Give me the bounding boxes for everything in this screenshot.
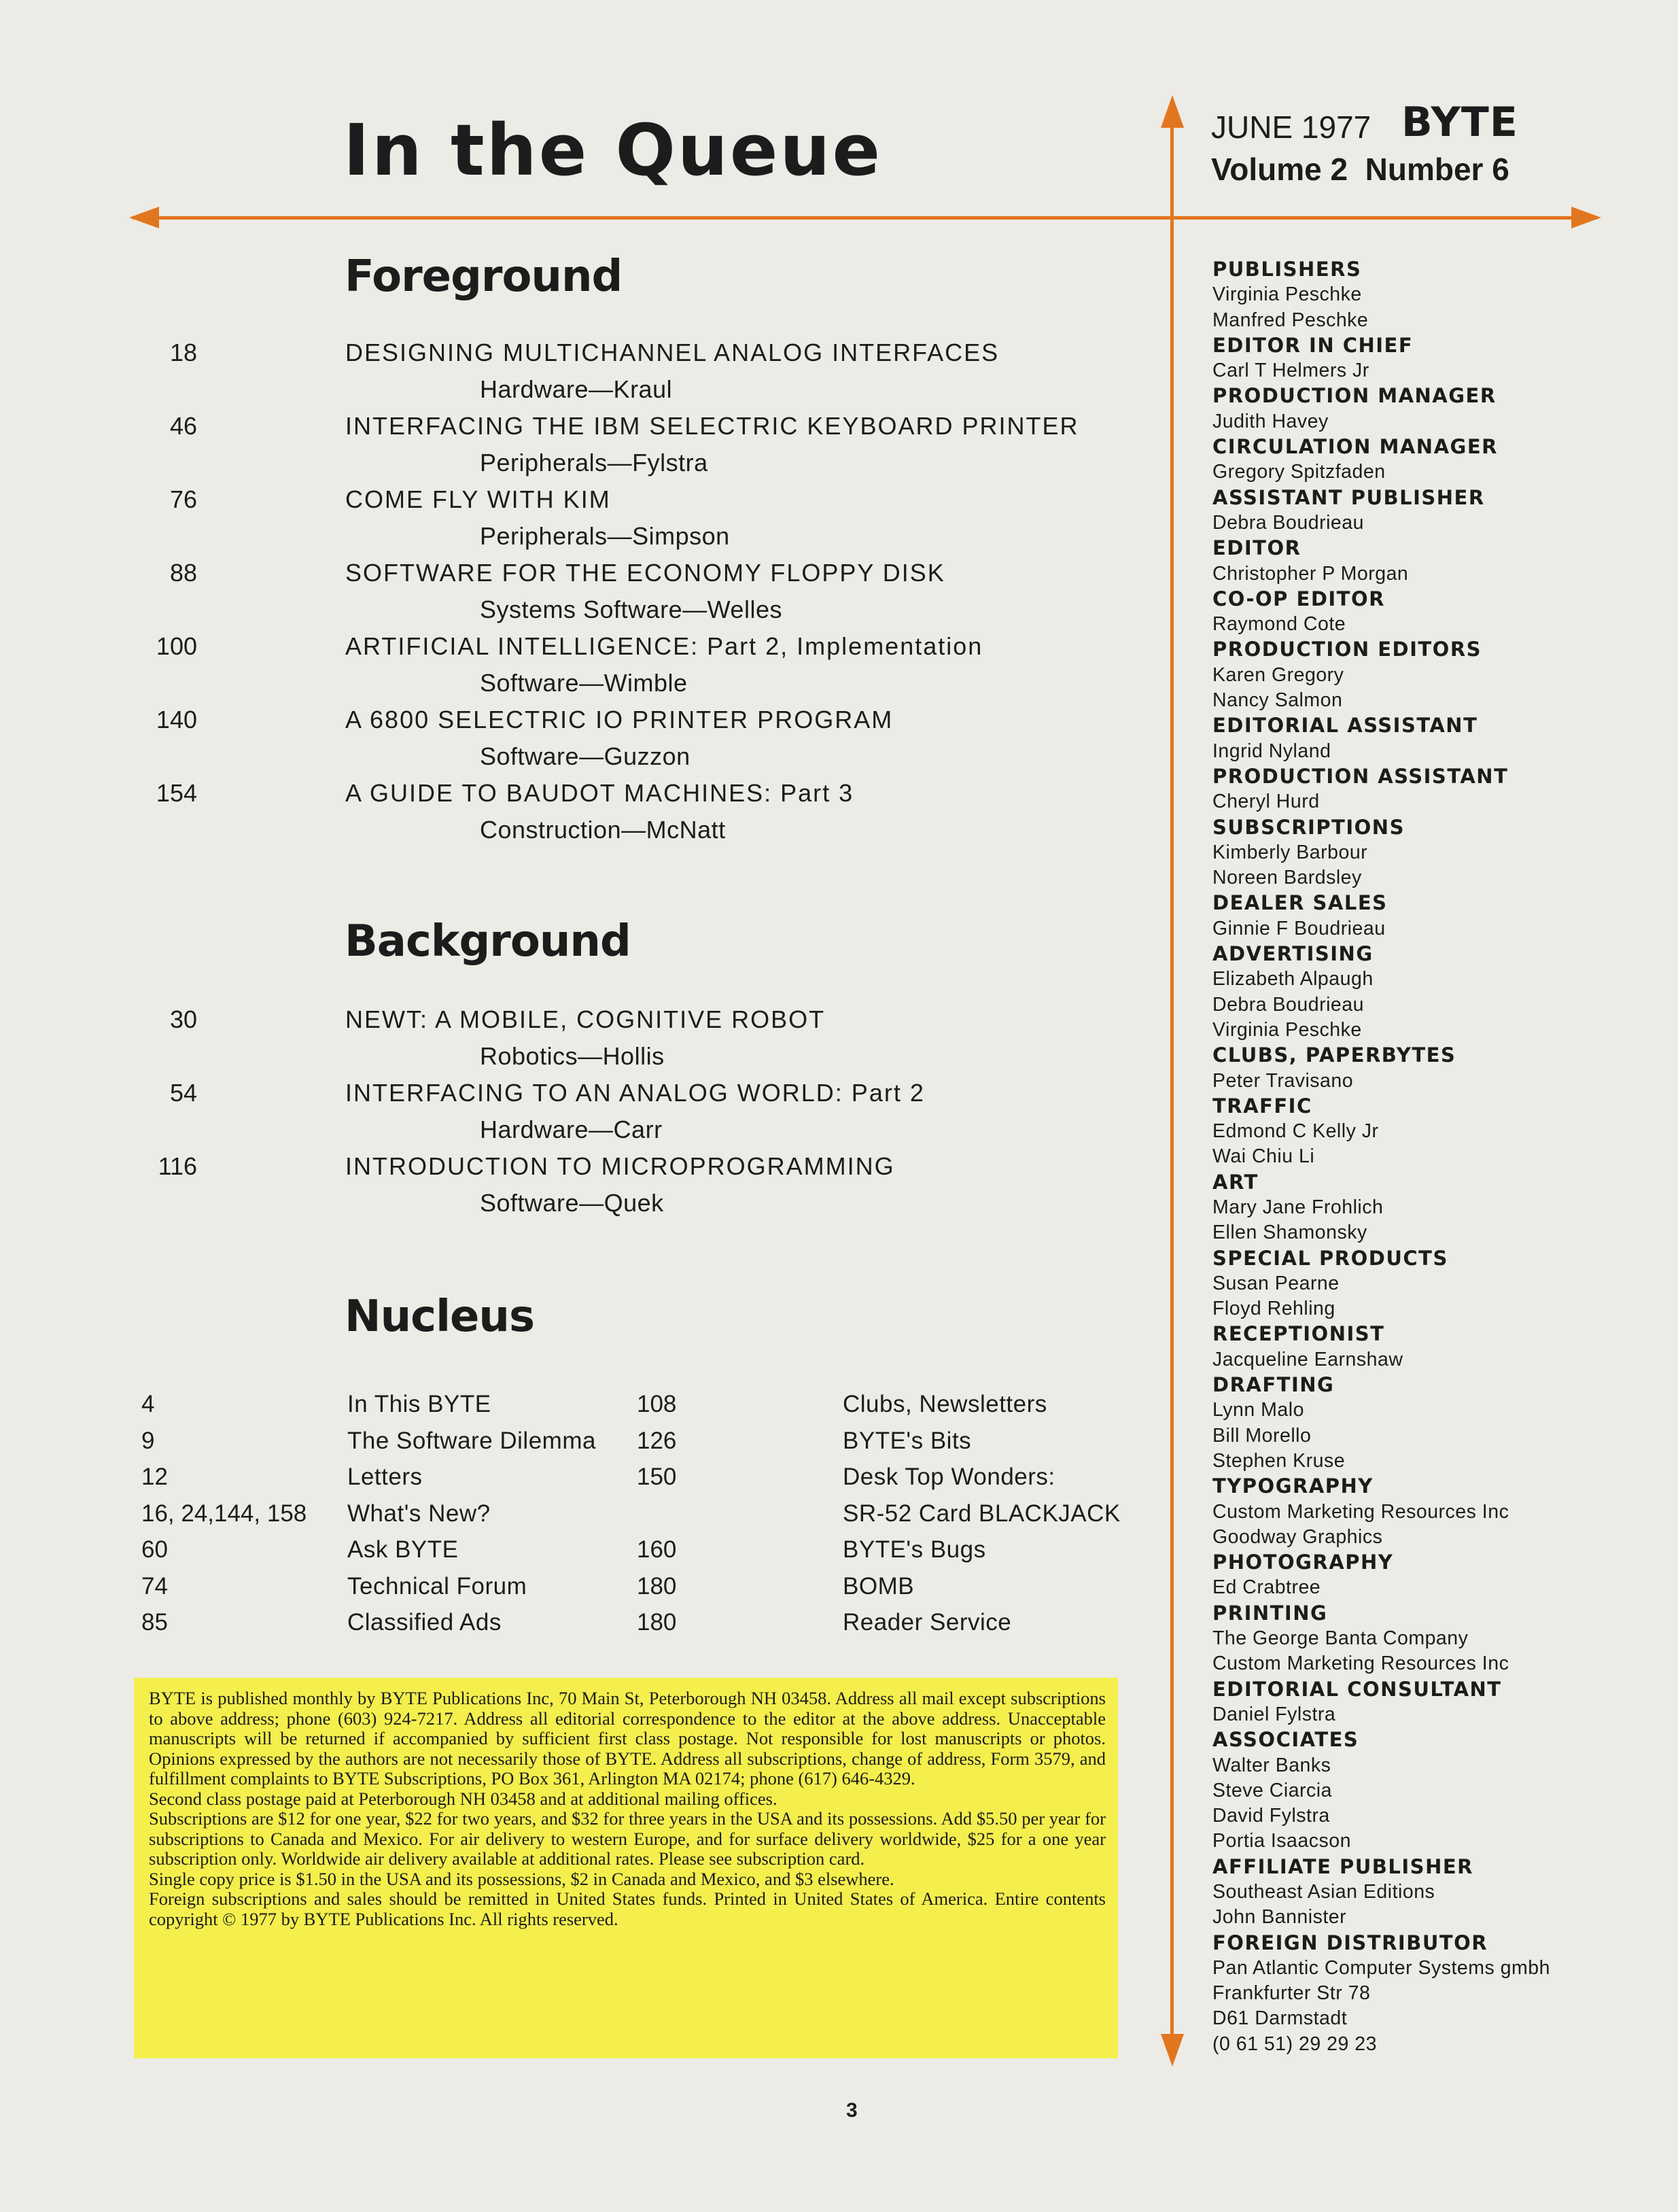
- staff-role: PUBLISHERS: [1212, 258, 1362, 281]
- notice-paragraph: Single copy price is $1.50 in the USA and its possessions, $2 in Canada and Mexico, and $3 elsewhere.: [149, 1868, 894, 1889]
- staff-name: Manfred Peschke: [1212, 309, 1369, 331]
- staff-name: Portia Isaacson: [1212, 1830, 1351, 1852]
- staff-name: David Fylstra: [1212, 1805, 1330, 1827]
- nucleus-item-title: SR-52 Card BLACKJACK: [843, 1500, 1121, 1527]
- staff-name: Cheryl Hurd: [1212, 791, 1320, 813]
- nucleus-item-title: Clubs, Newsletters: [843, 1391, 1047, 1417]
- nucleus-page-number: 180: [637, 1609, 677, 1636]
- nucleus-page-number: 108: [637, 1391, 677, 1417]
- staff-name: Debra Boudrieau: [1212, 993, 1364, 1016]
- nucleus-page-number: 60: [141, 1536, 168, 1563]
- staff-role: PRODUCTION ASSISTANT: [1212, 764, 1509, 788]
- article-title: A GUIDE TO BAUDOT MACHINES: Part 3: [345, 779, 854, 807]
- article-title: SOFTWARE FOR THE ECONOMY FLOPPY DISK: [345, 559, 945, 587]
- staff-name: Judith Havey: [1212, 410, 1329, 432]
- staff-name: Gregory Spitzfaden: [1212, 461, 1386, 483]
- staff-name: Susan Pearne: [1212, 1272, 1340, 1294]
- article-title: INTERFACING THE IBM SELECTRIC KEYBOARD PRINTER: [345, 412, 1079, 440]
- article-page-number: 116: [158, 1152, 197, 1180]
- article-title: INTERFACING TO AN ANALOG WORLD: Part 2: [345, 1079, 925, 1107]
- staff-role: PRODUCTION EDITORS: [1212, 638, 1482, 661]
- staff-name: Wai Chiu Li: [1212, 1145, 1315, 1168]
- arrow-down-icon: [1161, 2034, 1184, 2067]
- staff-name: Jacqueline Earnshaw: [1212, 1348, 1403, 1370]
- staff-role: PRINTING: [1212, 1601, 1328, 1625]
- article-title: A 6800 SELECTRIC IO PRINTER PROGRAM: [345, 706, 894, 733]
- nucleus-page-number: 126: [637, 1427, 677, 1454]
- byte-logo: BYTE: [1401, 99, 1518, 146]
- staff-name: Virginia Peschke: [1212, 1018, 1362, 1041]
- nucleus-item-title: BOMB: [843, 1572, 915, 1600]
- nucleus-item-title: Technical Forum: [347, 1572, 527, 1600]
- staff-name: Custom Marketing Resources Inc: [1212, 1653, 1509, 1675]
- staff-role: ASSOCIATES: [1212, 1728, 1359, 1752]
- staff-name: Raymond Cote: [1212, 613, 1346, 636]
- article-page-number: 100: [156, 632, 197, 660]
- volume-issue: Volume 2 Number 6: [1211, 152, 1509, 187]
- staff-name: (0 61 51) 29 29 23: [1212, 2033, 1377, 2055]
- staff-name: Lynn Malo: [1212, 1399, 1304, 1421]
- staff-role: CIRCULATION MANAGER: [1212, 435, 1498, 459]
- staff-name: Kimberly Barbour: [1212, 841, 1368, 863]
- staff-role: DRAFTING: [1212, 1373, 1335, 1397]
- staff-role: FOREIGN DISTRIBUTOR: [1212, 1931, 1488, 1954]
- notice-paragraph: Foreign subscriptions and sales should be remitted in United States funds. Printed in United States of America. Entire contents copyright © 1977 by BYTE Publications Inc. All rights reserved.: [149, 1888, 1106, 1929]
- article-page-number: 88: [169, 559, 197, 587]
- nucleus-page-number: 4: [141, 1391, 155, 1417]
- nucleus-item-title: BYTE's Bits: [843, 1427, 972, 1454]
- staff-name: Daniel Fylstra: [1212, 1703, 1336, 1725]
- nucleus-item-title: What's New?: [347, 1500, 491, 1527]
- article-author: Hardware—Carr: [480, 1116, 663, 1143]
- article-page-number: 76: [169, 485, 197, 513]
- staff-name: Virginia Peschke: [1212, 283, 1362, 306]
- staff-role: ASSISTANT PUBLISHER: [1212, 485, 1485, 509]
- nucleus-item-title: Ask BYTE: [347, 1536, 459, 1563]
- staff-role: TYPOGRAPHY: [1212, 1474, 1374, 1498]
- page-title: In the Queue: [343, 109, 882, 192]
- article-title: DESIGNING MULTICHANNEL ANALOG INTERFACES: [345, 339, 1000, 366]
- staff-name: Pan Atlantic Computer Systems gmbh: [1212, 1956, 1550, 1979]
- article-title: ARTIFICIAL INTELLIGENCE: Part 2, Implementation: [345, 632, 983, 660]
- horizontal-rule: [133, 216, 1597, 220]
- staff-name: Peter Travisano: [1212, 1069, 1354, 1092]
- nucleus-item-title: BYTE's Bugs: [843, 1536, 986, 1563]
- section-heading-foreground: Foreground: [345, 252, 623, 302]
- article-title: NEWT: A MOBILE, COGNITIVE ROBOT: [345, 1005, 826, 1033]
- nucleus-page-number: 74: [141, 1572, 168, 1600]
- staff-name: Elizabeth Alpaugh: [1212, 968, 1374, 990]
- staff-role: DEALER SALES: [1212, 891, 1388, 915]
- nucleus-page-number: 85: [141, 1609, 168, 1636]
- article-author: Hardware—Kraul: [480, 375, 673, 403]
- staff-name: Steve Ciarcia: [1212, 1779, 1332, 1801]
- article-page-number: 18: [169, 339, 197, 366]
- staff-name: Christopher P Morgan: [1212, 562, 1409, 585]
- article-author: Construction—McNatt: [480, 816, 726, 844]
- nucleus-item-title: Classified Ads: [347, 1609, 502, 1636]
- staff-role: AFFILIATE PUBLISHER: [1212, 1854, 1473, 1878]
- article-title: INTRODUCTION TO MICROPROGRAMMING: [345, 1152, 895, 1180]
- section-heading-nucleus: Nucleus: [345, 1292, 535, 1342]
- nucleus-page-number: 12: [141, 1464, 168, 1490]
- staff-name: Debra Boudrieau: [1212, 511, 1364, 534]
- article-page-number: 30: [169, 1005, 197, 1033]
- staff-name: Karen Gregory: [1212, 663, 1344, 686]
- staff-name: Ed Crabtree: [1212, 1576, 1321, 1599]
- staff-name: Bill Morello: [1212, 1424, 1312, 1447]
- staff-name: Southeast Asian Editions: [1212, 1881, 1435, 1903]
- article-page-number: 54: [169, 1079, 197, 1107]
- article-page-number: 154: [156, 779, 197, 807]
- page-number: 3: [846, 2099, 858, 2122]
- staff-name: D61 Darmstadt: [1212, 2007, 1348, 2030]
- staff-role: EDITORIAL CONSULTANT: [1212, 1677, 1502, 1701]
- staff-name: Goodway Graphics: [1212, 1525, 1383, 1548]
- nucleus-item-title: The Software Dilemma: [347, 1427, 596, 1454]
- staff-role: CLUBS, PAPERBYTES: [1212, 1043, 1456, 1067]
- article-title: COME FLY WITH KIM: [345, 485, 611, 513]
- nucleus-page-number: 150: [637, 1464, 677, 1490]
- publication-notice: [134, 1678, 1118, 2058]
- nucleus-item-title: Reader Service: [843, 1609, 1012, 1636]
- nucleus-item-title: Letters: [347, 1464, 423, 1490]
- staff-name: Walter Banks: [1212, 1754, 1331, 1776]
- arrow-left-icon: [129, 207, 159, 228]
- article-author: Software—Guzzon: [480, 742, 691, 770]
- arrow-up-icon: [1161, 95, 1184, 128]
- staff-role: EDITOR: [1212, 536, 1301, 560]
- staff-role: SUBSCRIPTIONS: [1212, 815, 1405, 839]
- article-author: Systems Software—Welles: [480, 595, 782, 623]
- staff-role: PRODUCTION MANAGER: [1212, 384, 1497, 408]
- issue-date: JUNE 1977: [1211, 109, 1371, 145]
- article-author: Peripherals—Fylstra: [480, 449, 708, 477]
- staff-name: Mary Jane Frohlich: [1212, 1196, 1384, 1218]
- nucleus-item-title: In This BYTE: [347, 1391, 491, 1417]
- staff-masthead: [1212, 257, 1647, 2057]
- notice-paragraph: BYTE is published monthly by BYTE Publications Inc, 70 Main St, Peterborough NH 03458. Address all mail except subscriptions to above address; phone (603) 924-7217. Address all editorial correspondence to the editor at the above address. Unacceptable manuscripts will be returned if accompanied by sufficient first class postage. Not responsible for lost manuscripts or photos. Opinions expressed by the authors are not necessarily those of BYTE. Address all subscriptions, change of address, Form 3579, and fulfillment complaints to BYTE Subscriptions, PO Box 361, Arlington MA 02174; phone (617) 646-4329.: [149, 1688, 1106, 1788]
- staff-name: Ellen Shamonsky: [1212, 1222, 1367, 1244]
- staff-role: CO-OP EDITOR: [1212, 587, 1385, 610]
- staff-name: Ginnie F Boudrieau: [1212, 917, 1386, 939]
- staff-role: RECEPTIONIST: [1212, 1322, 1385, 1346]
- staff-role: EDITORIAL ASSISTANT: [1212, 714, 1478, 738]
- nucleus-page-number: 180: [637, 1572, 677, 1600]
- staff-role: ADVERTISING: [1212, 942, 1374, 966]
- staff-name: The George Banta Company: [1212, 1627, 1469, 1650]
- nucleus-page-number: 160: [637, 1536, 677, 1563]
- article-author: Robotics—Hollis: [480, 1042, 665, 1070]
- nucleus-item-title: Desk Top Wonders:: [843, 1464, 1055, 1490]
- staff-role: ART: [1212, 1170, 1259, 1194]
- article-author: Software—Quek: [480, 1189, 664, 1217]
- staff-role: PHOTOGRAPHY: [1212, 1551, 1394, 1574]
- notice-paragraph: Subscriptions are $12 for one year, $22 for two years, and $32 for three years in the USA and its possessions. Add $5.50 per year for subscriptions to Canada and Mexico. For air delivery to western Europe, and for surface delivery worldwide, $25 for a one year subscription only. Worldwide air delivery available at additional rates. Please see subscription card.: [149, 1808, 1106, 1869]
- article-author: Peripherals—Simpson: [480, 522, 730, 550]
- staff-name: John Bannister: [1212, 1906, 1347, 1929]
- staff-name: Carl T Helmers Jr: [1212, 360, 1369, 382]
- staff-name: Frankfurter Str 78: [1212, 1982, 1371, 2005]
- staff-name: Edmond C Kelly Jr: [1212, 1120, 1379, 1143]
- staff-role: EDITOR IN CHIEF: [1212, 333, 1414, 357]
- staff-name: Custom Marketing Resources Inc: [1212, 1500, 1509, 1523]
- arrow-right-icon: [1571, 207, 1601, 228]
- notice-paragraph: Second class postage paid at Peterborough NH 03458 and at additional mailing offices.: [149, 1788, 777, 1809]
- article-page-number: 46: [169, 412, 197, 440]
- staff-role: TRAFFIC: [1212, 1094, 1312, 1118]
- vertical-rule: [1170, 121, 1174, 2045]
- section-heading-background: Background: [345, 916, 631, 967]
- staff-name: Floyd Rehling: [1212, 1298, 1335, 1320]
- nucleus-page-number: 9: [141, 1427, 155, 1454]
- staff-name: Nancy Salmon: [1212, 689, 1343, 712]
- article-author: Software—Wimble: [480, 669, 688, 697]
- staff-role: SPECIAL PRODUCTS: [1212, 1246, 1448, 1270]
- staff-name: Noreen Bardsley: [1212, 867, 1362, 889]
- staff-name: Stephen Kruse: [1212, 1449, 1346, 1472]
- nucleus-page-number: 16, 24,144, 158: [141, 1500, 307, 1527]
- article-page-number: 140: [156, 706, 197, 733]
- staff-name: Ingrid Nyland: [1212, 740, 1331, 762]
